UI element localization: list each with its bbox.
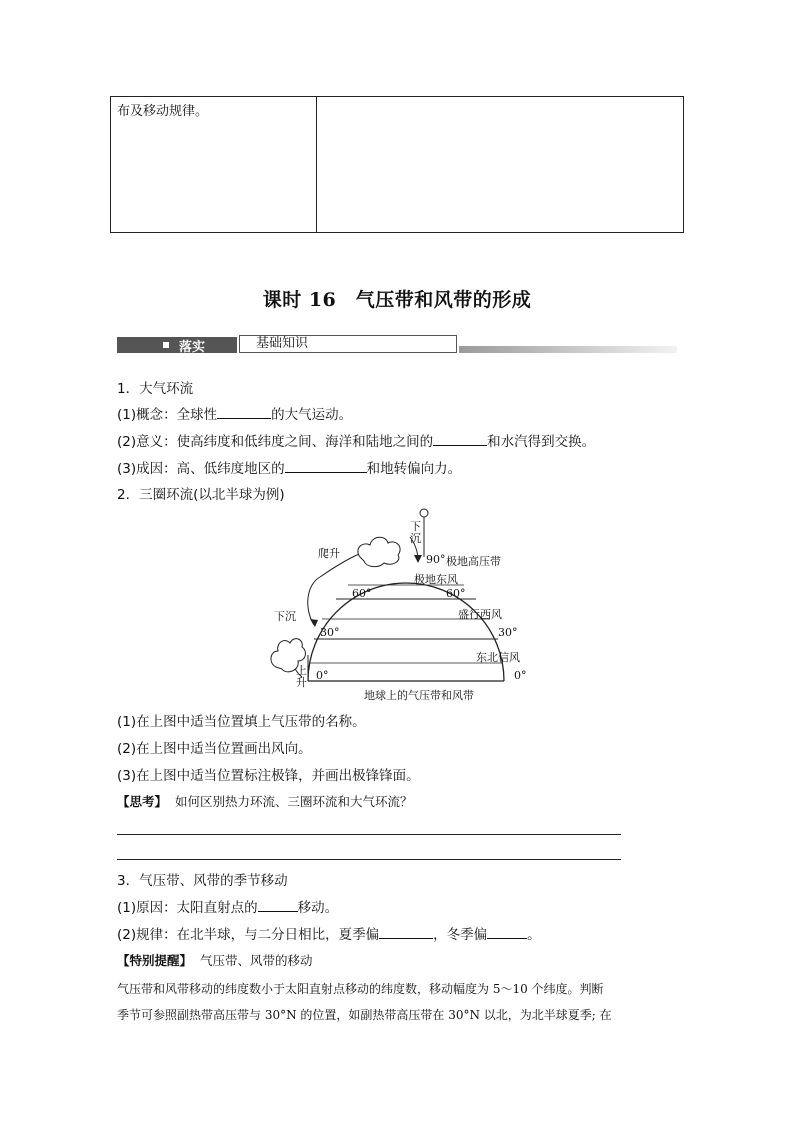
- table-column-divider: [316, 97, 317, 232]
- lesson-title: 课时 16 气压带和风带的形成: [262, 289, 532, 311]
- fill-blank[interactable]: [379, 925, 433, 939]
- section-1-item-2: [117, 432, 595, 451]
- label-lat-60-right: 60°: [446, 587, 466, 600]
- fill-blank[interactable]: [433, 432, 487, 446]
- tip-label: 【特别提醒】: [117, 953, 193, 968]
- label-lat-30-left: 30°: [320, 626, 340, 639]
- arrow-head-icon: [310, 619, 318, 627]
- label-polar-east: 极地东风: [414, 573, 458, 586]
- s3-item2-pre: (2)规律：在北半球，与二分日相比，夏季偏: [117, 927, 380, 943]
- tip-line-1: 气压带和风带移动的纬度数小于太阳直射点移动的纬度数，移动幅度为 5～10 个纬度。判断: [117, 982, 604, 996]
- label-westerlies: 盛行西风: [458, 608, 502, 621]
- label-lat-90: 90°: [426, 553, 446, 566]
- s1-item1-post: 的大气运动。: [271, 407, 353, 423]
- banner-tag-secondary: [239, 335, 457, 353]
- s1-item2-pre: (2)意义：使高纬度和低纬度之间、海洋和陆地之间的: [117, 434, 434, 450]
- fill-blank[interactable]: [217, 405, 271, 419]
- s1-item1-pre: (1)概念：全球性: [117, 407, 218, 423]
- think-prompt: [117, 793, 412, 811]
- fill-blank[interactable]: [258, 898, 298, 912]
- tip-heading: [117, 952, 312, 970]
- label-sink-top-text: 下 沉: [410, 520, 421, 545]
- answer-line[interactable]: [117, 834, 621, 835]
- label-lat-0-right: 0°: [514, 669, 527, 682]
- fill-blank[interactable]: [487, 925, 527, 939]
- s3-item1-pre: (1)原因：太阳直射点的: [117, 900, 258, 916]
- tip-line-2: 季节可参照副热带高压带与 30°N 的位置，如副热带高压带在 30°N 以北，为北半球夏季; 在: [117, 1008, 612, 1022]
- think-label: 【思考】: [117, 794, 168, 809]
- label-lat-60-left: 60°: [352, 587, 372, 600]
- section-1-heading: 1．大气环流: [117, 381, 194, 397]
- section-1-item-1: [117, 405, 352, 424]
- s3-item2-post: 。: [527, 927, 541, 943]
- three-cell-circulation-diagram: [262, 505, 552, 705]
- label-climb: 爬升: [318, 547, 340, 560]
- label-sink-top: [410, 521, 421, 545]
- pole-marker-icon: [420, 509, 428, 517]
- sinking-arrow-left: [308, 577, 320, 625]
- label-polar-high: 极地高压带: [446, 555, 501, 568]
- section-3-item-2: [117, 925, 541, 944]
- s1-item3-post: 和地转偏向力。: [366, 461, 462, 477]
- section-banner: [117, 335, 677, 355]
- diagram-caption: 地球上的气压带和风带: [364, 689, 474, 702]
- label-trade-winds: 东北信风: [476, 651, 520, 664]
- section-2-task-2: (2)在上图中适当位置画出风向。: [117, 741, 312, 757]
- section-3-heading: 3．气压带、风带的季节移动: [117, 873, 288, 889]
- s3-item1-post: 移动。: [297, 900, 339, 916]
- tip-title: 气压带、风带的移动: [199, 953, 313, 968]
- cloud-icon: [358, 537, 400, 566]
- fill-blank[interactable]: [285, 459, 367, 473]
- label-lat-30-right: 30°: [498, 626, 518, 639]
- top-table: [110, 96, 684, 233]
- section-2-heading: 2．三圈环流(以北半球为例): [117, 487, 285, 503]
- arrow-head-icon: [414, 555, 422, 563]
- think-text: 如何区别热力环流、三圈环流和大气环流？: [174, 794, 413, 809]
- label-sink-left: 下沉: [274, 610, 296, 623]
- s1-item3-pre: (3)成因：高、低纬度地区的: [117, 461, 285, 477]
- section-3-item-1: [117, 898, 338, 917]
- banner-fade-bar: [459, 346, 677, 353]
- section-1-item-3: [117, 459, 461, 478]
- banner-tag-secondary-label: 基础知识: [256, 336, 309, 351]
- banner-bullet-icon: [163, 342, 169, 348]
- answer-line[interactable]: [117, 859, 621, 860]
- label-rise: [296, 665, 307, 689]
- section-2-task-1: (1)在上图中适当位置填上气压带的名称。: [117, 714, 366, 730]
- banner-tag-primary: 落实: [179, 340, 206, 355]
- s3-item2-mid: ，冬季偏: [433, 927, 488, 943]
- s1-item2-post: 和水汽得到交换。: [487, 434, 596, 450]
- banner-dark-block: [117, 337, 237, 353]
- label-lat-0-left: 0°: [316, 669, 329, 682]
- table-cell-text: 布及移动规律。: [117, 104, 209, 119]
- label-rise-text: 上 升: [296, 664, 307, 689]
- section-2-task-3: (3)在上图中适当位置标注极锋，并画出极锋锋面。: [117, 768, 420, 784]
